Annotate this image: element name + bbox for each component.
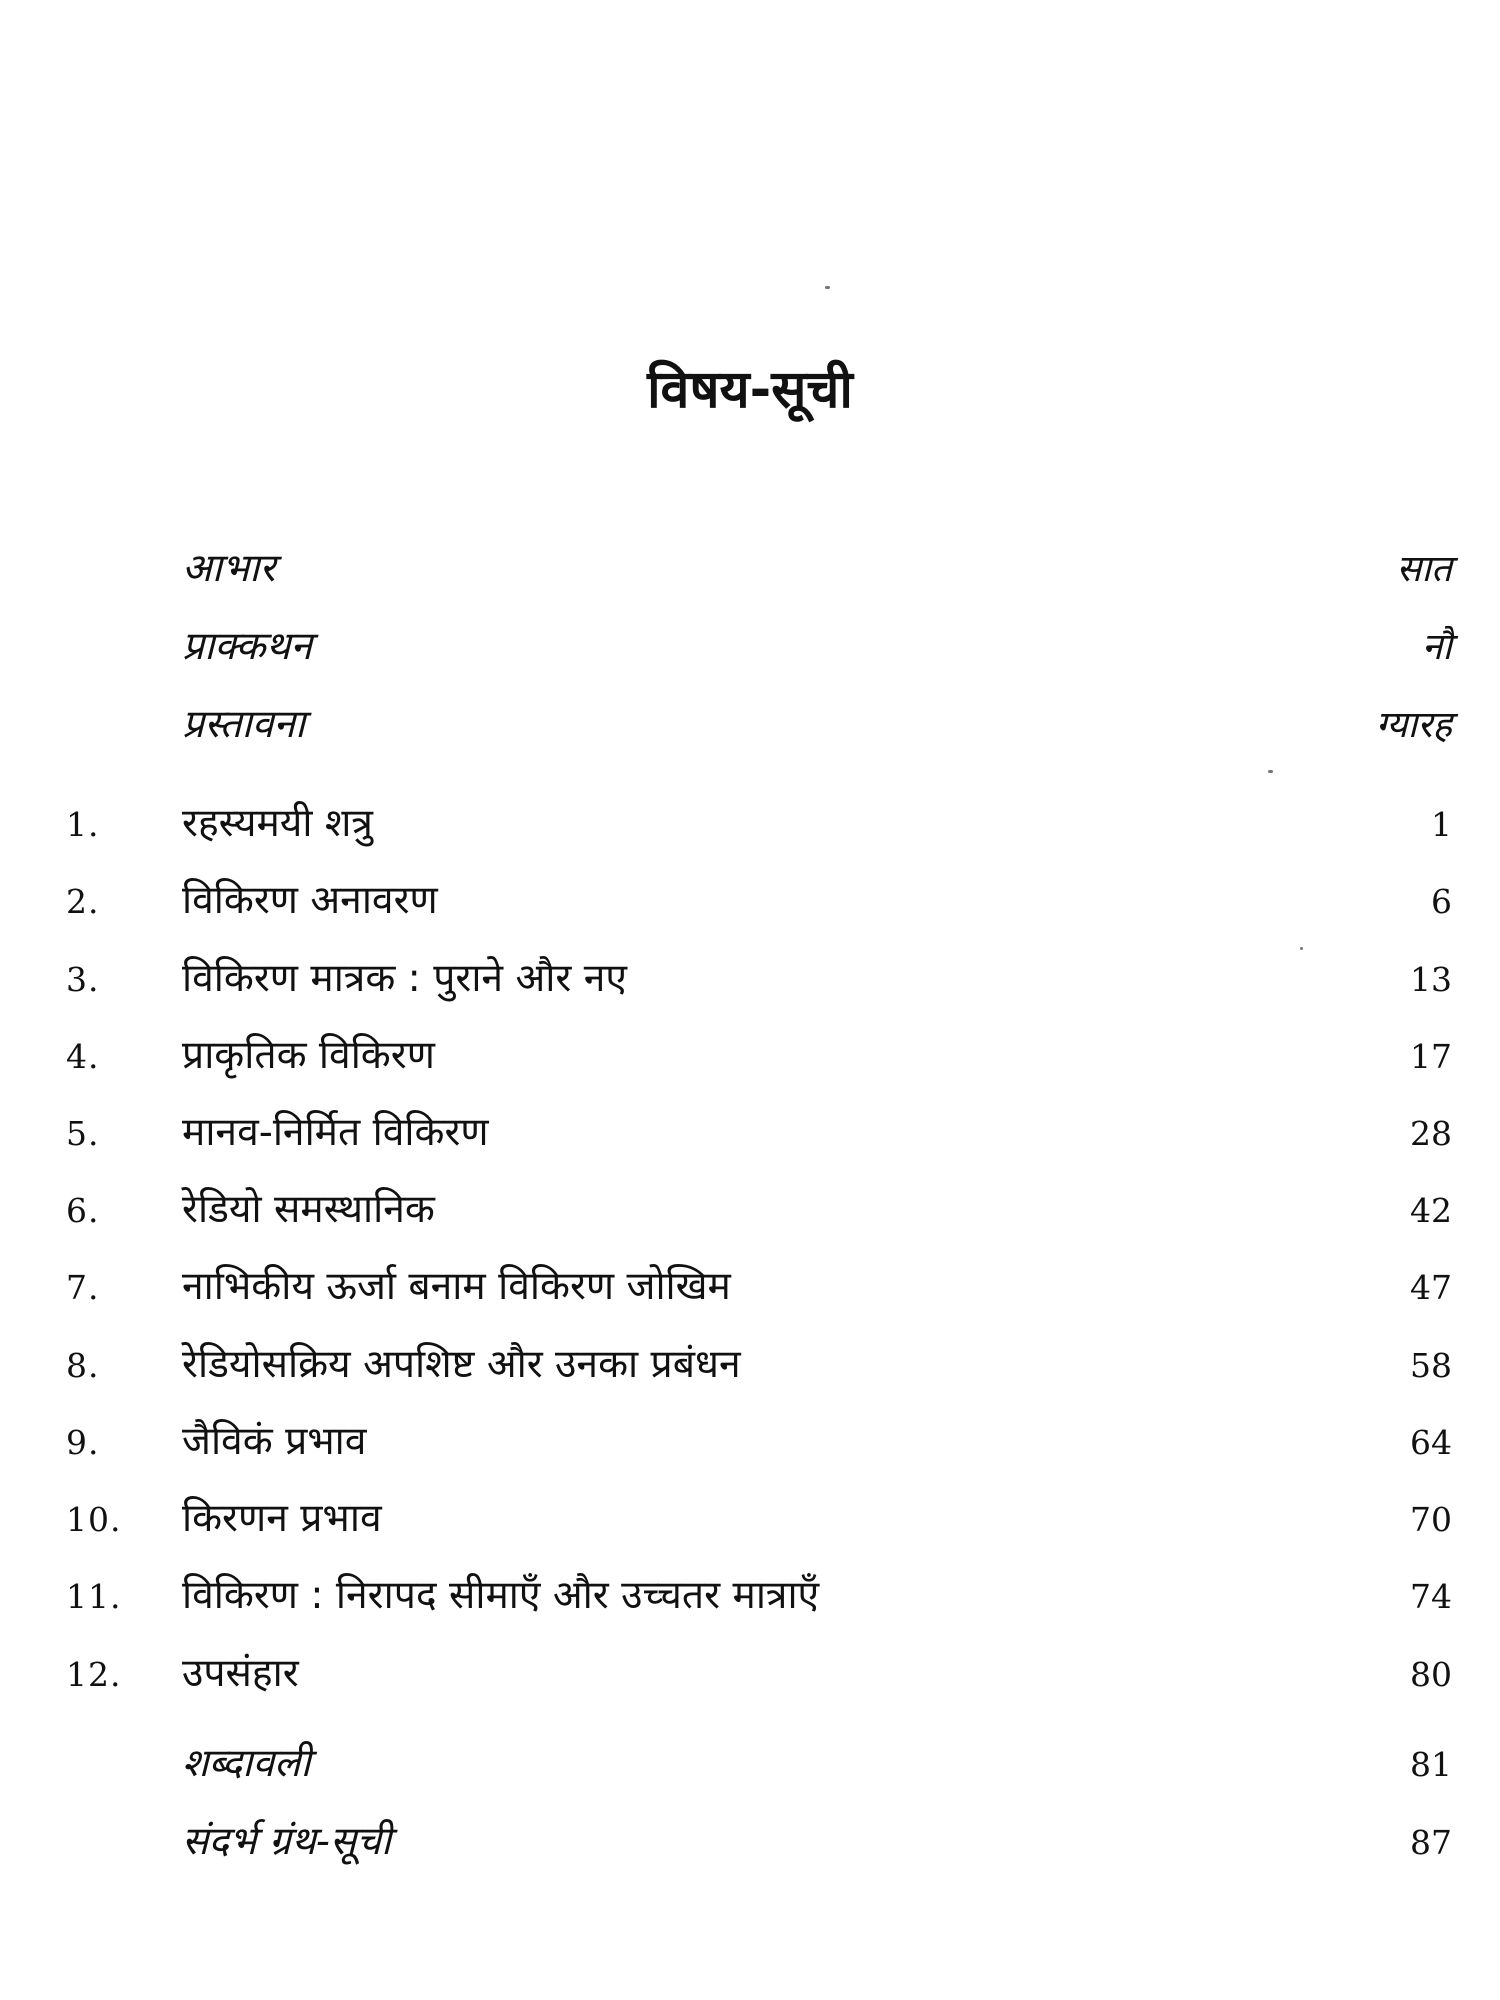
toc-entry-title: रहस्यमयी शत्रु bbox=[182, 801, 373, 846]
toc-entry-title: रेडियोसक्रिय अपशिष्ट और उनका प्रबंधन bbox=[182, 1342, 741, 1387]
toc-entry bbox=[0, 1258, 1500, 1318]
toc-entry-title: उपसंहार bbox=[182, 1651, 299, 1696]
toc-entry-page: ग्यारह bbox=[1375, 703, 1452, 746]
toc-entry-title: प्राक्कथन bbox=[182, 624, 313, 669]
toc-entry-page: 70 bbox=[1410, 1500, 1452, 1539]
toc-entry-title: किरणन प्रभाव bbox=[182, 1496, 382, 1541]
toc-entry-title: जैविकं प्रभाव bbox=[182, 1419, 367, 1464]
toc-entry bbox=[0, 1336, 1500, 1396]
toc-entry-title: आभार bbox=[182, 546, 276, 591]
toc-entry bbox=[0, 950, 1500, 1010]
toc-entry-number: 1. bbox=[66, 805, 100, 844]
toc-entry bbox=[0, 1567, 1500, 1627]
toc-entry-page: 6 bbox=[1431, 882, 1452, 921]
toc-entry-number: 8. bbox=[66, 1346, 100, 1385]
toc-entry-page: 42 bbox=[1410, 1191, 1452, 1230]
toc-entry bbox=[0, 1104, 1500, 1164]
page-title: विषय-सूची bbox=[647, 360, 853, 420]
scan-speck bbox=[1268, 770, 1273, 773]
toc-entry-page: 87 bbox=[1410, 1823, 1452, 1862]
toc-entry-number: 9. bbox=[66, 1423, 100, 1462]
toc-entry bbox=[0, 1813, 1500, 1873]
toc-entry-page: 74 bbox=[1410, 1577, 1452, 1616]
toc-entry-title: प्राकृतिक विकिरण bbox=[182, 1033, 435, 1078]
toc-entry bbox=[0, 1490, 1500, 1550]
toc-entry bbox=[0, 696, 1500, 756]
toc-entry-page: सात bbox=[1396, 547, 1452, 590]
toc-entry-title: विकिरण अनावरण bbox=[182, 878, 438, 923]
toc-entry bbox=[0, 618, 1500, 678]
toc-entry-title: विकिरण मात्रक : पुराने और नए bbox=[182, 956, 627, 1001]
toc-entry-title: मानव-निर्मित विकिरण bbox=[182, 1110, 489, 1155]
toc-entry bbox=[0, 1027, 1500, 1087]
toc-entry-page: 81 bbox=[1410, 1745, 1452, 1784]
toc-entry bbox=[0, 540, 1500, 600]
toc-entry-page: 17 bbox=[1410, 1037, 1452, 1076]
toc-entry-number: 10. bbox=[66, 1500, 122, 1539]
toc-entry-number: 6. bbox=[66, 1191, 100, 1230]
toc-entry bbox=[0, 1735, 1500, 1795]
toc-entry-title: संदर्भ ग्रंथ-सूची bbox=[182, 1819, 392, 1864]
toc-entry-page: 58 bbox=[1410, 1346, 1452, 1385]
toc-entry-number: 5. bbox=[66, 1114, 100, 1153]
toc-entry-number: 11. bbox=[66, 1577, 122, 1616]
toc-entry-page: 13 bbox=[1410, 960, 1452, 999]
toc-entry-number: 2. bbox=[66, 882, 100, 921]
scan-speck bbox=[825, 286, 830, 289]
toc-entry bbox=[0, 872, 1500, 932]
toc-entry-page: 47 bbox=[1410, 1268, 1452, 1307]
toc-entry bbox=[0, 1413, 1500, 1473]
scan-speck bbox=[1300, 947, 1303, 950]
toc-entry-number: 12. bbox=[66, 1655, 122, 1694]
toc-entry-title: रेडियो समस्थानिक bbox=[182, 1187, 435, 1232]
toc-entry-title: विकिरण : निरापद सीमाएँ और उच्चतर मात्राएँ bbox=[182, 1573, 820, 1618]
toc-entry-page: 28 bbox=[1410, 1114, 1452, 1153]
toc-entry-number: 3. bbox=[66, 960, 100, 999]
toc-entry-page: 64 bbox=[1410, 1423, 1452, 1462]
toc-entry-number: 7. bbox=[66, 1268, 100, 1307]
toc-entry-page: नौ bbox=[1421, 625, 1452, 668]
toc-entry-title: नाभिकीय ऊर्जा बनाम विकिरण जोखिम bbox=[182, 1264, 731, 1309]
toc-entry-page: 1 bbox=[1431, 805, 1452, 844]
toc-entry-title: शब्दावली bbox=[182, 1741, 311, 1786]
toc-entry-title: प्रस्तावना bbox=[182, 702, 306, 747]
toc-entry bbox=[0, 1645, 1500, 1705]
toc-entry bbox=[0, 795, 1500, 855]
toc-entry-page: 80 bbox=[1410, 1655, 1452, 1694]
toc-entry-number: 4. bbox=[66, 1037, 100, 1076]
toc-entry bbox=[0, 1181, 1500, 1241]
